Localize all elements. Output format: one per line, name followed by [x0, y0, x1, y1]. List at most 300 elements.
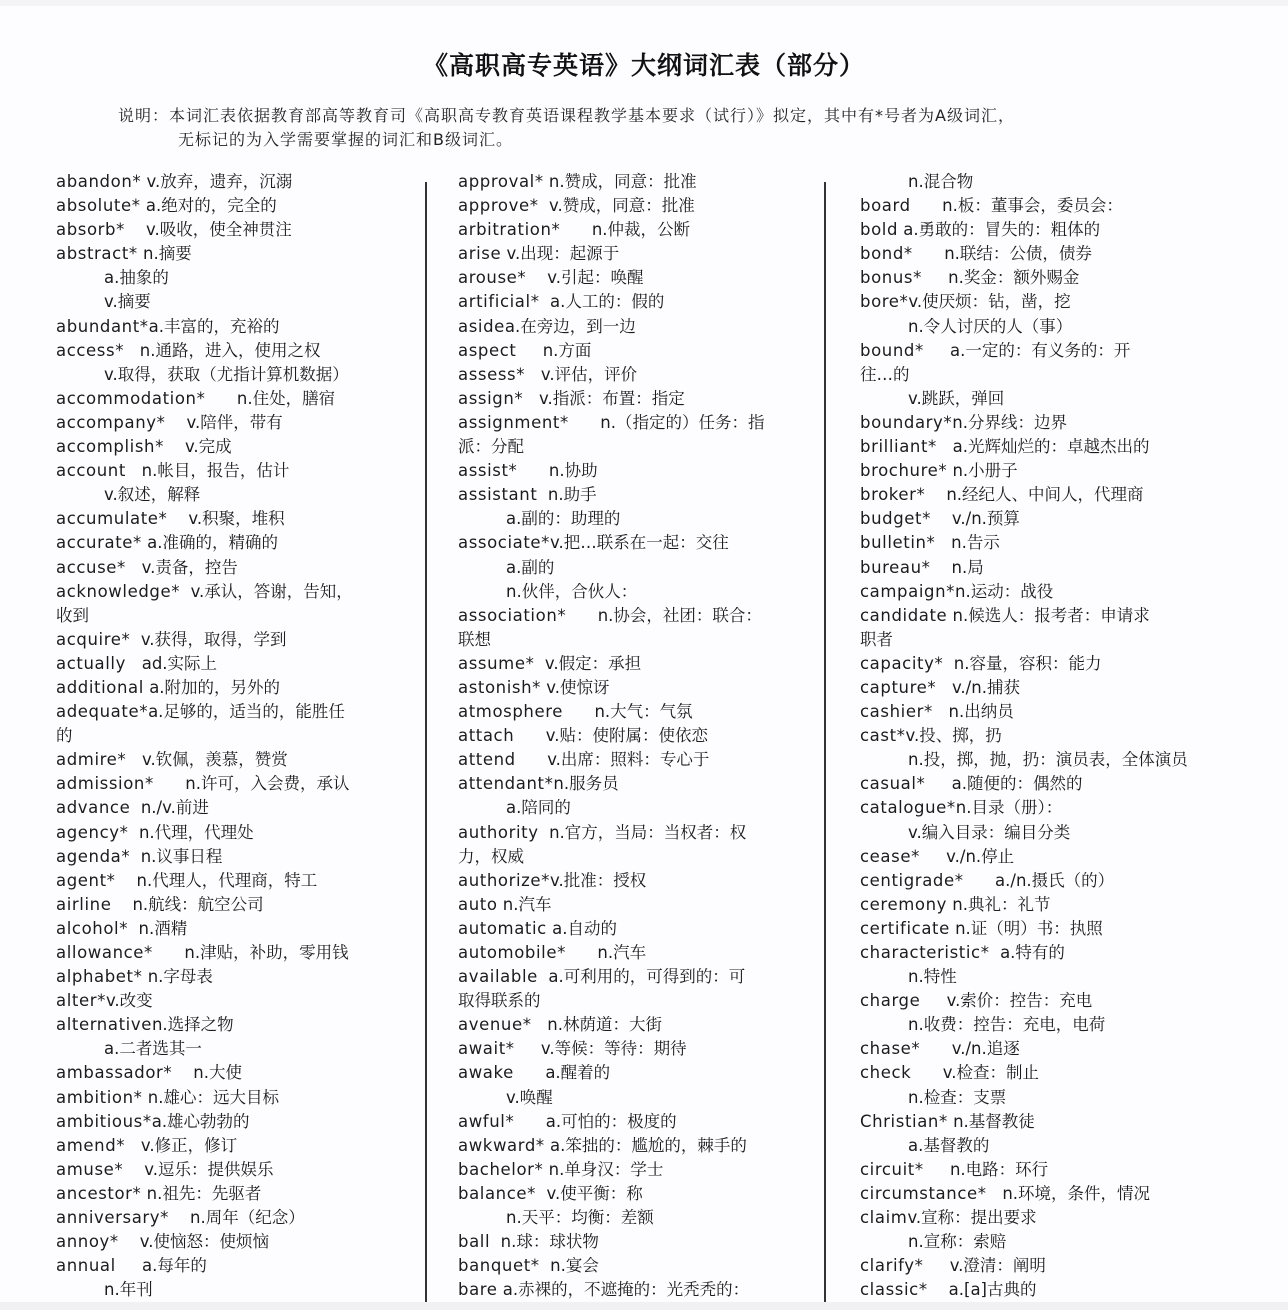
vocab-entry [458, 411, 818, 435]
vocab-word: candidate [860, 605, 948, 625]
vocab-definition: n.（指定的）任务：指 [568, 412, 765, 432]
vocab-entry [458, 1134, 818, 1158]
vocab-word: assess* [458, 364, 526, 384]
vocab-word: available [458, 967, 538, 987]
vocab-word: balance* [458, 1183, 537, 1203]
vocab-entry [56, 772, 416, 796]
vocab-entry-continuation [56, 724, 416, 748]
vocab-definition: a.特有的 [989, 943, 1065, 962]
vocab-word: awkward* [458, 1135, 545, 1155]
vocab-definition: n.雄心：远大目标 [142, 1087, 279, 1107]
vocab-definition: v.出席：照料：专心于 [515, 750, 710, 770]
vocab-entry-continuation [458, 507, 818, 531]
vocab-word: astonish* [458, 677, 542, 697]
vocab-entry-continuation [458, 1206, 818, 1230]
vocab-entry [860, 1206, 1200, 1230]
vocab-definition: v.积聚，堆积 [167, 509, 285, 529]
vocab-word: accurate* [56, 533, 142, 553]
vocab-definition: n.许可，入会费，承认 [153, 774, 350, 794]
vocab-word: board [860, 196, 911, 216]
vocab-definition: v.出现：起源于 [501, 244, 620, 264]
vocab-entry [458, 483, 818, 507]
vocab-definition: v.摘要 [104, 292, 151, 312]
vocab-definition: n.赞成，同意：批准 [543, 172, 697, 191]
vocab-definition: a.雄心勃勃的 [151, 1111, 250, 1131]
vocab-definition: n.服务员 [553, 774, 619, 794]
vocab-entry [56, 459, 416, 483]
vocab-definition: n.津贴，补助，零用钱 [152, 943, 349, 962]
vocab-entry-continuation [56, 363, 416, 387]
vocab-definition: n.经纪人、中间人，代理商 [925, 485, 1144, 505]
vocab-definition: n.助手 [537, 485, 597, 505]
vocab-entry [56, 1206, 416, 1230]
vocab-entry [56, 218, 416, 242]
vocab-word: centigrade* [860, 870, 964, 890]
vocab-definition: a.人工的：假的 [539, 292, 665, 312]
vocab-definition: 的 [56, 726, 73, 746]
vocab-definition: v.批准：授权 [550, 870, 647, 890]
vocab-entry [56, 435, 416, 459]
vocab-definition: a.自动的 [546, 918, 617, 938]
vocab-definition: n.周年（纪念） [169, 1208, 305, 1228]
vocab-definition: v.改变 [105, 991, 153, 1011]
vocab-entry-continuation [860, 821, 1200, 845]
vocab-word: admission* [56, 774, 154, 794]
vocab-word: clarify* [860, 1256, 924, 1276]
vocab-definition: v./n.追逐 [920, 1039, 1020, 1059]
vocab-entry [458, 965, 818, 989]
vocab-word: association* [458, 605, 567, 625]
vocab-entry [860, 459, 1200, 483]
vocab-definition: n.宣称：索赔 [908, 1232, 1007, 1252]
vocab-entry [56, 676, 416, 700]
vocab-definition: n.告示 [935, 533, 1000, 553]
vocab-definition: 收到 [56, 605, 89, 625]
bottom-edge [0, 1302, 1288, 1310]
vocab-word: absolute* [56, 196, 141, 216]
vocab-definition: n.收费：控告：充电，电荷 [908, 1015, 1106, 1035]
vocab-definition: v.使平衡：称 [536, 1183, 643, 1203]
vocab-word: attach [458, 726, 515, 746]
vocab-word: airline [56, 894, 112, 914]
vocab-definition: v.把…联系在一起：交往 [550, 533, 729, 553]
vocab-definition: v.赞成，同意：批准 [538, 196, 695, 216]
vocab-entry [860, 941, 1200, 965]
vocab-word: alphabet* [56, 967, 143, 987]
vocab-word: awful* [458, 1111, 515, 1131]
vocab-definition: n.汽车 [497, 894, 552, 914]
vocab-definition: a.一定的：有义务的：开 [923, 340, 1131, 360]
vocab-entry-continuation [860, 363, 1200, 387]
vocab-word: aspect [458, 340, 517, 360]
vocab-definition: n.议事日程 [130, 846, 223, 866]
vocab-entry [860, 1278, 1200, 1302]
vocab-definition: n.协助 [517, 461, 598, 481]
vocab-definition: v.引起：唤醒 [526, 268, 644, 288]
vocab-column-1 [56, 170, 416, 1302]
vocab-definition: n.大气：气氛 [563, 702, 693, 722]
vocab-entry [860, 411, 1200, 435]
vocab-entry [860, 700, 1200, 724]
vocab-entry [860, 917, 1200, 941]
vocab-definition: n.基督教徒 [947, 1111, 1035, 1131]
vocab-entry-continuation [458, 556, 818, 580]
vocab-entry-continuation [56, 483, 416, 507]
vocab-word: authorize* [458, 870, 551, 890]
vocab-word: ambitious* [56, 1111, 152, 1131]
vocab-entry [56, 893, 416, 917]
vocab-definition: n.代理，代理处 [128, 822, 254, 842]
vocab-definition: n.汽车 [565, 943, 647, 962]
vocab-word: ambition* [56, 1087, 143, 1107]
vocab-entry [56, 989, 416, 1013]
vocab-definition: a.在旁边，到一边 [504, 316, 636, 336]
vocab-word: certificate [860, 918, 950, 938]
vocab-definition: v.投、掷，扔 [905, 726, 1002, 746]
vocab-entry [458, 242, 818, 266]
vocab-entry [458, 1037, 818, 1061]
vocab-definition: n.板：董事会，委员会： [910, 196, 1123, 216]
vocab-definition: v./n.预算 [930, 509, 1020, 529]
vocab-definition: n.酒精 [128, 918, 188, 938]
vocab-word: assignment* [458, 412, 569, 432]
vocab-word: Christian* [860, 1111, 948, 1131]
vocab-entry [458, 772, 818, 796]
vocab-definition: n.出纳员 [932, 702, 1014, 722]
vocab-definition: n.代理人，代理商，特工 [115, 870, 318, 890]
vocab-entry-continuation [458, 796, 818, 820]
vocab-word: brilliant* [860, 437, 937, 457]
vocab-word: automatic [458, 918, 547, 938]
vocab-word: claim [860, 1208, 908, 1228]
vocab-word: brochure* [860, 461, 948, 481]
vocab-entry-continuation [860, 1230, 1200, 1254]
vocab-entry [56, 507, 416, 531]
vocab-entry-continuation [458, 845, 818, 869]
vocab-definition: 派：分配 [458, 437, 524, 457]
vocab-word: cashier* [860, 702, 933, 722]
vocab-entry [56, 170, 416, 194]
vocab-definition: v.等候：等待：期待 [514, 1039, 687, 1059]
vocab-entry [860, 772, 1200, 796]
document-page [0, 6, 1288, 1304]
vocab-definition: n.混合物 [908, 172, 974, 191]
vocab-entry-continuation [860, 748, 1200, 772]
vocab-word: account [56, 461, 126, 481]
vocab-word: agent* [56, 870, 116, 890]
vocab-entry [56, 700, 416, 724]
vocab-entry [458, 1158, 818, 1182]
vocab-definition: v.指派：布置：指定 [523, 388, 685, 408]
vocab-word: accomplish* [56, 437, 164, 457]
vocab-word: assign* [458, 388, 524, 408]
vocab-entry [56, 869, 416, 893]
vocab-definition: n.运动：战役 [955, 581, 1054, 601]
vocab-entry-continuation [56, 290, 416, 314]
vocab-definition: a.足够的，适当的，能胜任 [148, 702, 345, 722]
vocab-word: aside [458, 316, 505, 336]
vocab-entry [56, 1182, 416, 1206]
vocab-word: accumulate* [56, 509, 168, 529]
vocab-entry [860, 676, 1200, 700]
vocab-entry-continuation [860, 965, 1200, 989]
vocab-entry [458, 724, 818, 748]
vocab-definition: a.副的：助理的 [506, 509, 621, 529]
vocab-definition: v.贴：使附属：使依恋 [514, 726, 708, 746]
vocab-word: abstract* [56, 244, 138, 264]
vocab-definition: a.准确的，精确的 [141, 533, 278, 553]
vocab-word: chase* [860, 1039, 921, 1059]
vocab-word: annoy* [56, 1232, 119, 1252]
vocab-word: avenue* [458, 1015, 532, 1035]
vocab-entry [56, 1254, 416, 1278]
vocab-entry [458, 170, 818, 194]
vocab-entry [56, 531, 416, 555]
vocab-word: allowance* [56, 943, 153, 962]
vocab-definition: n.容量，容积：能力 [943, 653, 1102, 673]
vocab-entry-continuation [56, 604, 416, 628]
vocab-definition: n.投，掷，抛，扔：演员表，全体演员 [908, 750, 1188, 770]
vocab-definition: v.逗乐：提供娱乐 [123, 1159, 274, 1179]
vocab-entry [56, 917, 416, 941]
vocab-entry [458, 387, 818, 411]
vocab-word: ceremony [860, 894, 947, 914]
vocab-word: abundant* [56, 316, 149, 336]
vocab-definition: n.宴会 [539, 1256, 599, 1276]
vocab-entry [458, 700, 818, 724]
vocab-definition: n.年刊 [104, 1280, 153, 1300]
vocab-word: annual [56, 1256, 116, 1276]
vocab-entry [56, 1110, 416, 1134]
vocab-word: alternative [56, 1015, 152, 1035]
vocab-definition: a.陪同的 [506, 798, 571, 818]
vocab-definition: n.典礼：礼节 [947, 894, 1051, 914]
vocab-definition: n.协会，社团：联合： [566, 605, 762, 625]
vocab-definition: v.承认，答谢，告知， [180, 581, 353, 601]
vocab-word: approve* [458, 196, 539, 216]
vocab-word: assistant [458, 485, 538, 505]
vocab-word: auto [458, 894, 498, 914]
vocab-definition: n.单身汉：学士 [543, 1159, 664, 1179]
vocab-definition: a.[a]古典的 [927, 1280, 1037, 1300]
vocab-entry [56, 796, 416, 820]
vocab-entry [860, 652, 1200, 676]
vocab-definition: n.摘要 [137, 244, 192, 264]
vocab-entry [458, 315, 818, 339]
vocab-entry [56, 387, 416, 411]
vocab-definition: v.叙述，解释 [104, 485, 201, 505]
vocab-entry [56, 821, 416, 845]
vocab-word: ancestor* [56, 1183, 142, 1203]
vocab-entry-continuation [56, 1278, 416, 1302]
vocab-definition: a.光辉灿烂的：卓越杰出的 [936, 437, 1150, 457]
vocab-entry [458, 218, 818, 242]
vocab-entry [458, 676, 818, 700]
vocab-entry [860, 1182, 1200, 1206]
vocab-word: charge [860, 991, 921, 1011]
vocab-definition: a.基督教的 [908, 1135, 990, 1155]
vocab-word: alter* [56, 991, 106, 1011]
vocab-entry [56, 1061, 416, 1085]
vocab-entry [860, 724, 1200, 748]
vocab-word: approval* [458, 172, 544, 191]
vocab-definition: n.环境，条件，情况 [986, 1183, 1151, 1203]
vocab-entry [458, 1061, 818, 1085]
vocab-entry [56, 315, 416, 339]
vocab-definition: n.天平：均衡：差额 [506, 1208, 654, 1228]
vocab-definition: n.住处，膳宿 [205, 388, 336, 408]
vocab-definition: 取得联系的 [458, 991, 541, 1011]
vocab-word: accuse* [56, 557, 126, 577]
vocab-word: accompany* [56, 412, 166, 432]
vocab-word: ball [458, 1232, 491, 1252]
vocab-entry-continuation [860, 387, 1200, 411]
vocab-definition: v.假定：承担 [534, 653, 642, 673]
vocab-definition: n.选择之物 [151, 1015, 234, 1035]
vocab-word: cease* [860, 846, 920, 866]
vocab-definition: n.分界线：边界 [952, 412, 1067, 432]
vocab-definition: 力，权威 [458, 846, 524, 866]
vocab-entry [56, 941, 416, 965]
vocab-entry [860, 1037, 1200, 1061]
vocab-entry [860, 435, 1200, 459]
vocab-column-2 [458, 170, 818, 1302]
vocab-definition: v.吸收，使全神贯注 [124, 220, 292, 240]
note-line-2: 无标记的为入学需要掌握的词汇和B级词汇。 [178, 130, 513, 149]
vocab-entry-continuation [860, 1086, 1200, 1110]
vocab-entry [458, 1230, 818, 1254]
vocab-word: ambassador* [56, 1063, 173, 1083]
vocab-word: casual* [860, 774, 926, 794]
vocab-word: banquet* [458, 1256, 540, 1276]
vocab-definition: n.证（明）书：执照 [949, 918, 1103, 938]
vocab-definition: 往…的 [860, 364, 910, 384]
vocab-definition: a.随便的：偶然的 [925, 774, 1083, 794]
vocab-definition: v.宣称：提出要求 [907, 1208, 1037, 1228]
vocab-word: arbitration* [458, 220, 561, 240]
vocab-definition: 职者 [860, 629, 893, 649]
vocab-word: alcohol* [56, 918, 129, 938]
vocab-definition: n.伙伴，合伙人： [506, 581, 638, 601]
vocab-word: accommodation* [56, 388, 206, 408]
vocab-definition: v.澄清：阐明 [923, 1256, 1046, 1276]
vocab-definition: n.航线：航空公司 [111, 894, 264, 914]
vocab-word: capture* [860, 677, 937, 697]
vocab-word: bond* [860, 244, 913, 264]
vocab-definition: n.祖先：先驱者 [141, 1183, 262, 1203]
vocab-word: access* [56, 340, 125, 360]
vocab-word: amend* [56, 1135, 126, 1155]
vocab-word: check [860, 1063, 912, 1083]
vocab-word: authority [458, 822, 539, 842]
vocab-word: advance [56, 798, 131, 818]
vocab-definition: v.放弃，遗弃，沉溺 [141, 172, 293, 191]
vocab-word: budget* [860, 509, 931, 529]
vocab-word: arise [458, 244, 502, 264]
vocab-definition: v.修正，修订 [125, 1135, 238, 1155]
vocab-definition: a./n.摄氏（的） [963, 870, 1115, 890]
vocab-definition: a.可怕的：极度的 [514, 1111, 677, 1131]
vocab-entry [860, 1158, 1200, 1182]
vocab-entry [458, 194, 818, 218]
vocab-entry [458, 604, 818, 628]
vocab-definition: n.小册子 [947, 461, 1018, 481]
vocab-definition: v.唤醒 [506, 1087, 553, 1107]
vocab-definition: n.奖金：额外赐金 [921, 268, 1080, 288]
vocab-entry [860, 1254, 1200, 1278]
vocab-entry [458, 652, 818, 676]
vocab-word: bare [458, 1280, 498, 1300]
vocab-definition: n.官方，当局：当权者：权 [538, 822, 747, 842]
vocab-entry-continuation [56, 1037, 416, 1061]
vocab-word: agency* [56, 822, 129, 842]
vocab-word: boundary* [860, 412, 953, 432]
vocab-definition: n.特性 [908, 967, 957, 987]
vocab-entry-continuation [458, 435, 818, 459]
vocab-entry-continuation [860, 170, 1200, 194]
vocab-entry [860, 339, 1200, 363]
vocab-definition: v.取得，获取（尤指计算机数据） [104, 364, 349, 384]
vocab-word: acknowledge* [56, 581, 181, 601]
vocab-entry [458, 893, 818, 917]
vocab-entry [56, 628, 416, 652]
vocab-word: await* [458, 1039, 515, 1059]
vocab-entry [458, 869, 818, 893]
vocab-entry [458, 917, 818, 941]
vocab-entry [860, 556, 1200, 580]
vocab-entry [56, 965, 416, 989]
vocab-definition: n.联结：公债，债券 [912, 244, 1092, 264]
vocab-entry [860, 869, 1200, 893]
vocab-definition: a.绝对的，完全的 [140, 196, 277, 216]
vocab-word: circuit* [860, 1159, 924, 1179]
vocab-entry [56, 1134, 416, 1158]
vocab-entry [860, 194, 1200, 218]
vocab-word: cast* [860, 726, 906, 746]
vocab-word: campaign* [860, 581, 956, 601]
vocab-entry [56, 652, 416, 676]
vocab-definition: n.目录（册）： [955, 798, 1063, 818]
vocab-definition: a.二者选其一 [104, 1039, 202, 1059]
vocab-entry [860, 531, 1200, 555]
vocab-word: bound* [860, 340, 924, 360]
vocab-entry [458, 459, 818, 483]
vocab-definition: v.使恼怒：使烦恼 [118, 1232, 269, 1252]
vocab-word: assist* [458, 461, 518, 481]
vocab-entry-continuation [860, 1134, 1200, 1158]
vocab-definition: a.副的 [506, 557, 555, 577]
vocab-word: additional [56, 677, 144, 697]
vocab-entry [56, 580, 416, 604]
vocab-entry [56, 556, 416, 580]
vocab-entry [458, 941, 818, 965]
column-divider-1 [425, 182, 427, 1304]
vocab-entry [860, 507, 1200, 531]
column-divider-2 [824, 182, 826, 1304]
vocab-word: circumstance* [860, 1183, 987, 1203]
vocab-word: amuse* [56, 1159, 124, 1179]
document-title: 《高职高专英语》大纲词汇表（部分） [422, 51, 865, 80]
vocab-definition: n.球：球状物 [490, 1232, 599, 1252]
vocab-definition: n.林荫道：大街 [531, 1015, 662, 1035]
vocab-entry [860, 845, 1200, 869]
vocab-entry-continuation [860, 315, 1200, 339]
vocab-definition: a.丰富的，充裕的 [148, 316, 280, 336]
vocab-entry [458, 290, 818, 314]
vocab-word: arouse* [458, 268, 527, 288]
vocab-word: admire* [56, 750, 127, 770]
vocab-word: acquire* [56, 629, 131, 649]
